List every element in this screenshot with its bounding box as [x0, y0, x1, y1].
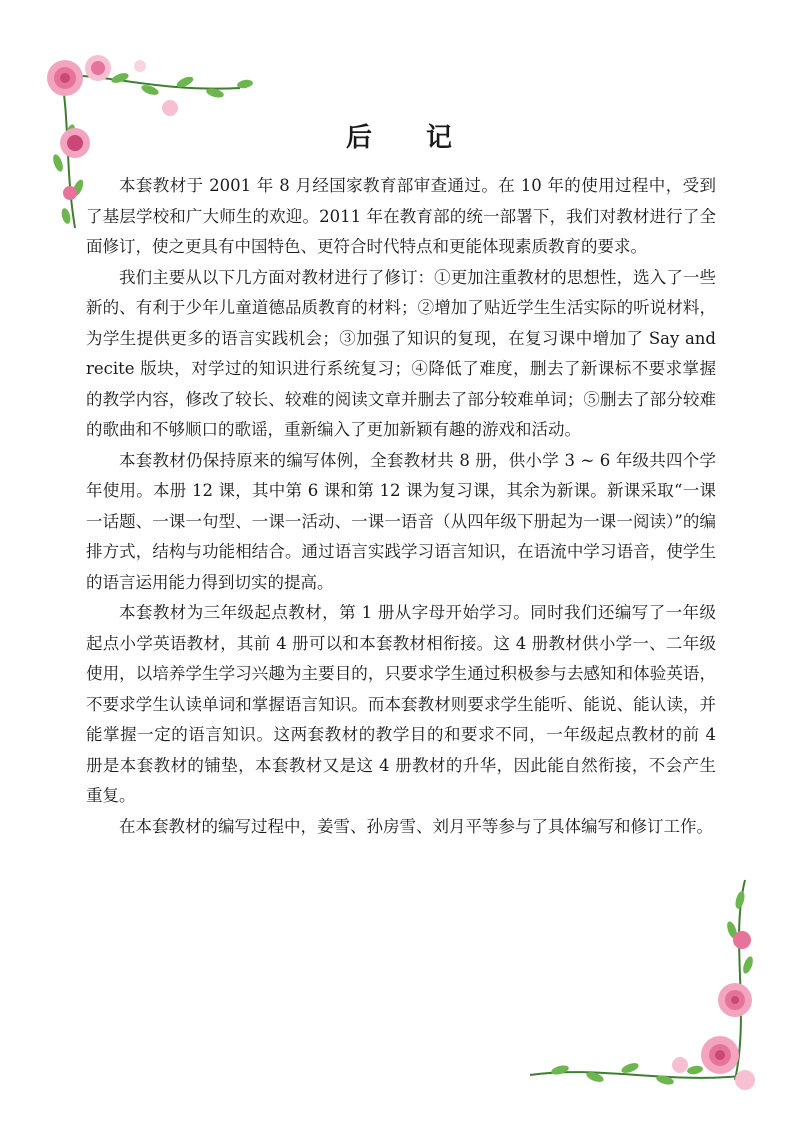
paragraph-5: 在本套教材的编写过程中，姜雪、孙房雪、刘月平等参与了具体编写和修订工作。	[119, 816, 713, 836]
paragraph-4: 本套教材为三年级起点教材，第 1 册从字母开始学习。同时我们还编写了一年级起点小学英语教材，其前 4 册可以和本套教材相衔接。这 4 册教材供小学一、二年级使用，以培养学生学习兴趣为主要目的，只要求学生通过积极参与去感知和体验英语，不要求学生认读单词和掌握语言知识。而本套教材则要求学生能听、能说、能认读，并能掌握一定的语言知识。这两套教材的教学目的和要求不同，一年级起点教材的前 4 册是本套教材的铺垫，本套教材又是这 4 册教材的升华，因此能自然衔接，不会产生重复。	[86, 603, 716, 805]
paragraph-1: 本套教材于 2001 年 8 月经国家教育部审查通过。在 10 年的使用过程中，受到了基层学校和广大师生的欢迎。2011 年在教育部的统一部署下，我们对教材进行了全面修订，使之更具有中国特色、更符合时代特点和更能体现素质教育的要求。	[86, 176, 716, 256]
rose-vine-corner-bottom-right-icon	[520, 870, 770, 1100]
page-title	[0, 117, 800, 154]
afterword-body	[86, 171, 716, 842]
paragraph-2: 我们主要从以下几方面对教材进行了修订：①更加注重教材的思想性，选入了一些新的、有利于少年儿童道德品质教育的材料；②增加了贴近学生生活实际的听说材料，为学生提供更多的语言实践机会；③加强了知识的复现，在复习课中增加了 Say and recite 版块，对学过的知识进行系统复习；④降低了难度，删去了新课标不要求掌握的教学内容，修改了较长、较难的阅读文章并删去了部分较难单词；⑤删去了部分较难的歌曲和不够顺口的歌谣，重新编入了更加新颖有趣的游戏和活动。	[86, 267, 716, 439]
title-part-2: 记	[426, 123, 455, 154]
title-part-1: 后	[345, 123, 374, 154]
paragraph-3: 本套教材仍保持原来的编写体例，全套教材共 8 册，供小学 3 ~ 6 年级共四个学年使用。本册 12 课，其中第 6 课和第 12 课为复习课，其余为新课。新课采取“一课一话题、一课一句型、一课一活动、一课一语音（从四年级下册起为一课一阅读）”的编排方式，结构与功能相结合。通过语言实践学习语言知识，在语流中学习语音，使学生的语言运用能力得到切实的提高。	[86, 450, 716, 592]
